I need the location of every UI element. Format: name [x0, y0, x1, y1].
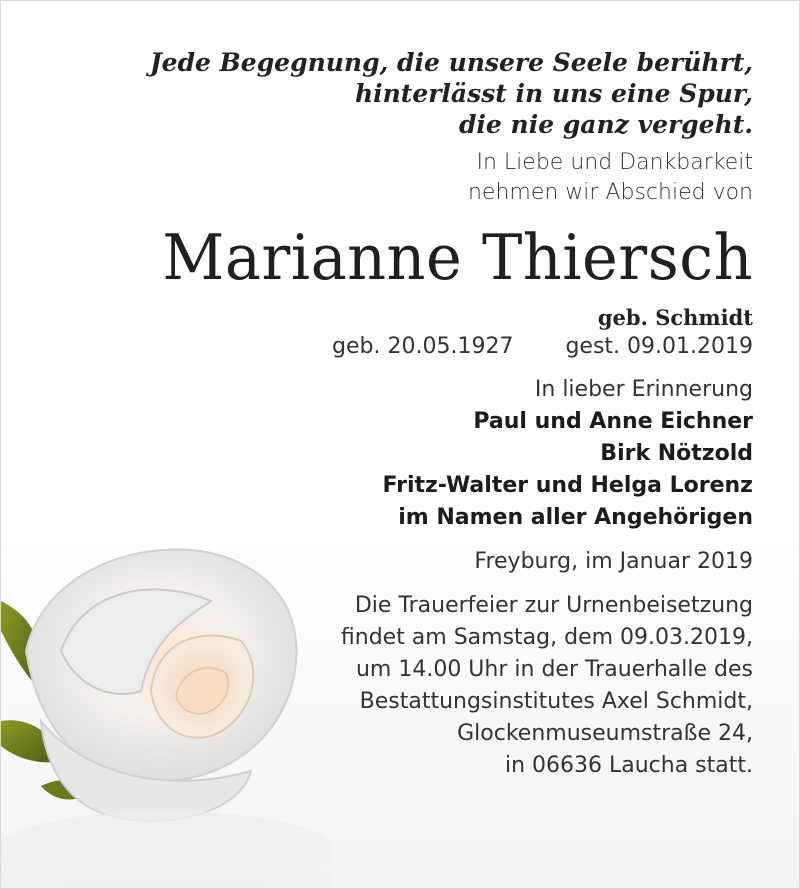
- mourner-name: im Namen aller Angehörigen: [398, 505, 753, 530]
- quote-line: die nie ganz vergeht.: [458, 110, 753, 139]
- quote-line: hinterlässt in uns eine Spur,: [354, 79, 753, 108]
- place-date: Freyburg, im Januar 2019: [474, 549, 753, 574]
- ceremony-line: in 06636 Laucha statt.: [504, 753, 753, 778]
- notice-text: [53, 47, 753, 782]
- mourners-heading: In lieber Erinnerung: [534, 377, 753, 402]
- ceremony-line: Die Trauerfeier zur Urnenbeisetzung: [354, 593, 753, 618]
- ceremony-line: um 14.00 Uhr in der Trauerhalle des: [355, 657, 753, 682]
- birth-date: geb. 20.05.1927: [332, 334, 514, 359]
- intro-text: [53, 148, 753, 208]
- intro-line: In Liebe und Dankbarkeit: [476, 150, 753, 175]
- ceremony-line: Bestattungsinstitutes Axel Schmidt,: [359, 689, 753, 714]
- deceased-name: Marianne Thiersch: [162, 221, 754, 294]
- intro-line: nehmen wir Abschied von: [467, 180, 753, 205]
- death-date: gest. 09.01.2019: [565, 334, 753, 359]
- mourners-block: [53, 374, 753, 534]
- quote-line: Jede Begegnung, die unsere Seele berührt,: [149, 48, 753, 77]
- mourner-name: Birk Nötzold: [600, 441, 753, 466]
- memorial-quote: [53, 47, 753, 140]
- mourner-name: Paul und Anne Eichner: [473, 409, 753, 434]
- maiden-name: geb. Schmidt: [597, 305, 753, 330]
- ceremony-info: [53, 590, 753, 782]
- life-dates: [53, 332, 753, 362]
- ceremony-line: findet am Samstag, dem 09.03.2019,: [340, 625, 753, 650]
- ceremony-line: Glockenmuseumstraße 24,: [457, 721, 753, 746]
- mourner-name: Fritz-Walter und Helga Lorenz: [382, 473, 753, 498]
